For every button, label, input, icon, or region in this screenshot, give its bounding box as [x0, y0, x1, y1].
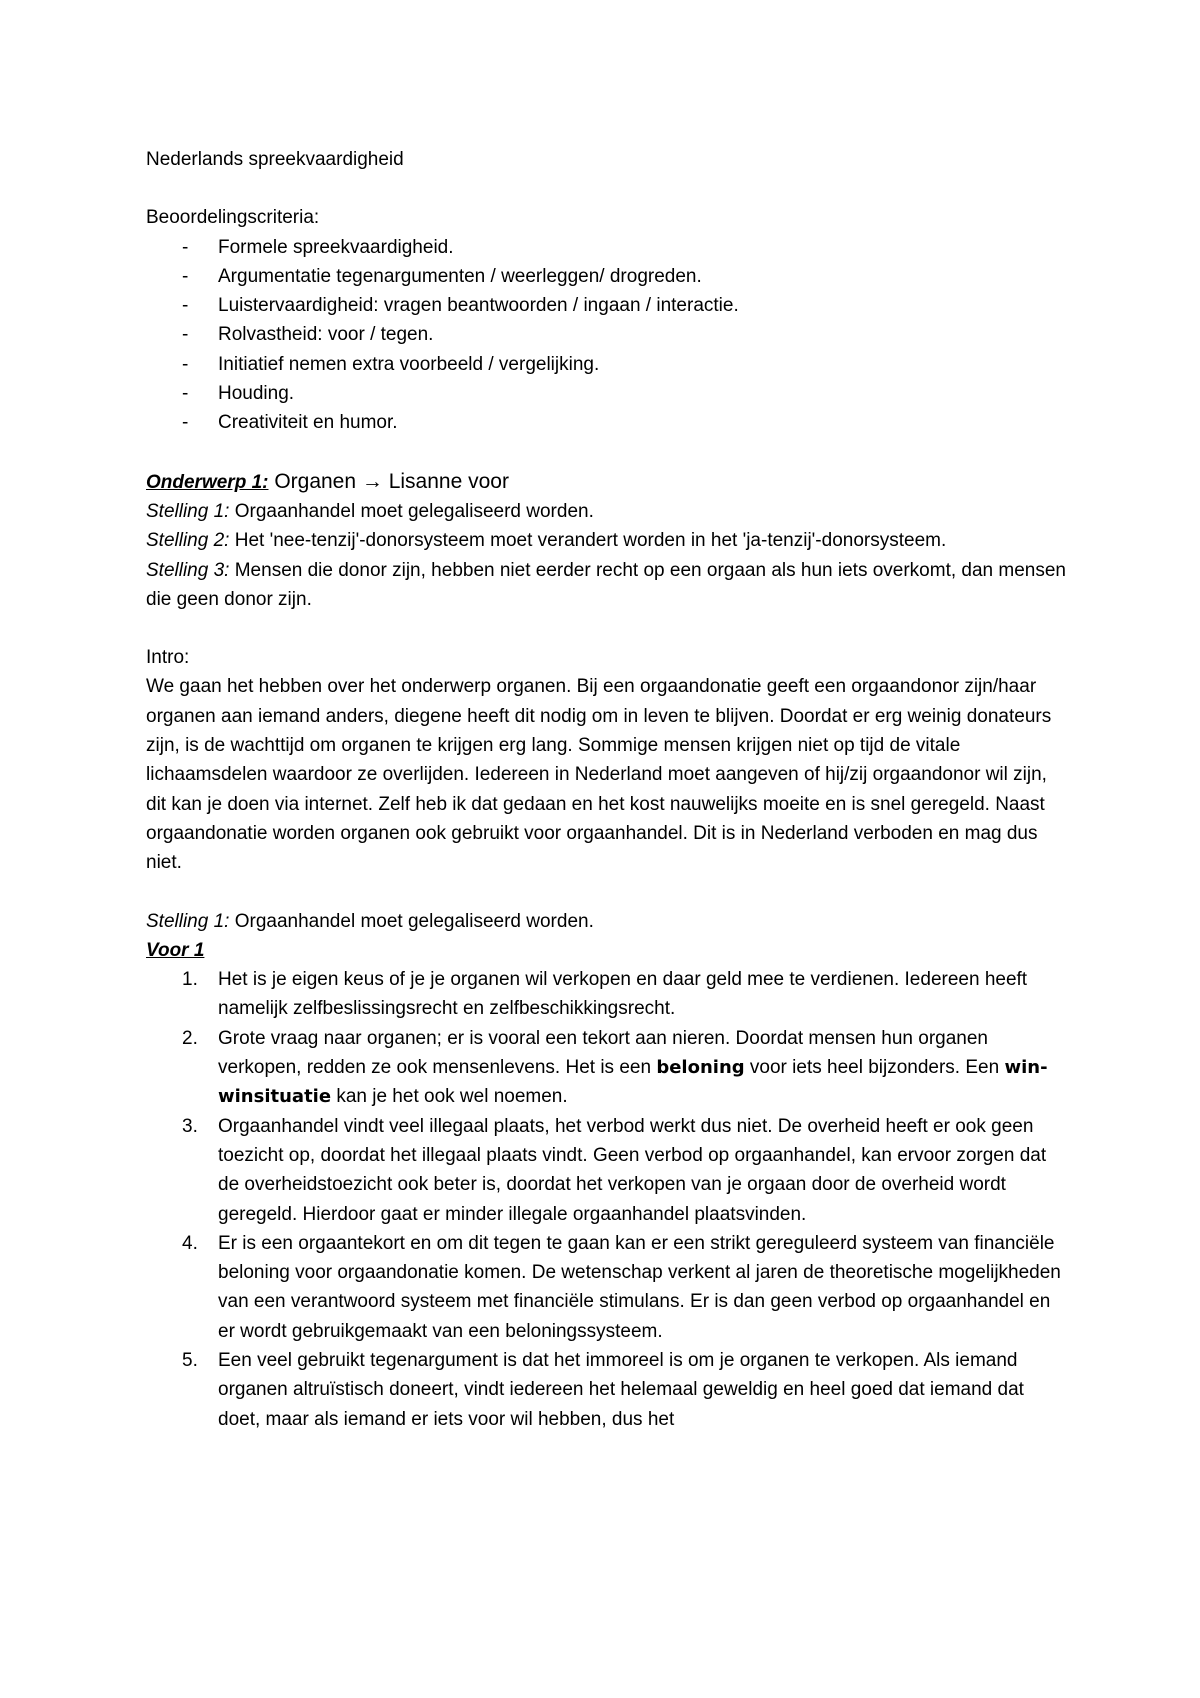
spacer [146, 614, 1066, 643]
argument-list [146, 965, 1066, 1434]
list-dash-marker: - [182, 383, 189, 405]
stelling-text: Het 'nee-tenzij'-donorsysteem moet verandert worden in het 'ja-tenzij'-donorsysteem. [229, 530, 947, 552]
topic-text: Organen → Lisanne voor [268, 469, 509, 493]
document-page [146, 145, 1066, 1434]
bold-term: beloning [656, 1057, 745, 1079]
argument-text: Er is een orgaantekort en om dit tegen te gaan kan er een strikt gereguleerd systeem van financiële beloning voor orgaandonatie komen. De wetenschap verkent al jaren de theoretische mogelijkheden van een verantwoord systeem met financiële stimulans. Er is dan geen verbod op orgaanhandel en er wordt gebruikgemaakt van een beloningssysteem. [218, 1232, 1061, 1342]
stelling-1 [146, 497, 1066, 526]
criteria-item: - Argumentatie tegenargumenten / weerleggen/ drogreden. [146, 262, 1066, 291]
argument-item [146, 1229, 1066, 1346]
list-dash-marker: - [182, 295, 189, 317]
argument-number: 3. [182, 1115, 198, 1137]
spacer [146, 438, 1066, 467]
stelling-label: Stelling 3: [146, 559, 230, 581]
criteria-item: - Houding. [146, 379, 1066, 408]
argument-text: Een veel gebruikt tegenargument is dat het immoreel is om je organen te verkopen. Als iemand organen altruïstisch doneert, vindt iedereen het helemaal geweldig en heel goed dat iemand dat doet, maar als iemand er iets voor wil hebben, dus het [218, 1349, 1024, 1430]
criteria-item: - Luistervaardigheid: vragen beantwoorden / ingaan / interactie. [146, 291, 1066, 320]
argument-number: 4. [182, 1232, 198, 1254]
stelling-repeat [146, 907, 1066, 936]
argument-number: 1. [182, 969, 198, 991]
criteria-item: - Formele spreekvaardigheid. [146, 233, 1066, 262]
list-dash-marker: - [182, 265, 189, 287]
argument-item [146, 965, 1066, 1024]
argument-number: 2. [182, 1027, 198, 1049]
argument-text: Orgaanhandel vindt veel illegaal plaats, het verbod werkt dus niet. De overheid heeft er ook geen toezicht op, doordat het illegaal plaats vindt. Geen verbod op orgaanhandel, kan ervoor zorgen dat de overheidstoezicht ook beter is, doordat het verkopen van je orgaan door de overheid wordt geregeld. Hierdoor gaat er minder illegale orgaanhandel plaatsvinden. [218, 1115, 1047, 1225]
argument-item [146, 1024, 1066, 1112]
list-dash-marker: - [182, 236, 189, 258]
list-dash-marker: - [182, 412, 189, 434]
list-dash-marker: - [182, 324, 189, 346]
criteria-item: - Rolvastheid: voor / tegen. [146, 320, 1066, 349]
voor-heading: Voor 1 [146, 939, 205, 961]
argument-text: Grote vraag naar organen; er is vooral een tekort aan nieren. Doordat mensen hun organen verkopen, redden ze ook mensenlevens. Het is een beloning voor iets heel bijzonders. Een win-winsituatie kan je het ook wel noemen. [218, 1027, 1048, 1108]
spacer [146, 878, 1066, 907]
document-title: Nederlands spreekvaardigheid [146, 149, 404, 170]
criteria-item: - Initiatief nemen extra voorbeeld / vergelijking. [146, 350, 1066, 379]
stelling-3 [146, 556, 1066, 615]
stelling-2 [146, 526, 1066, 555]
criteria-item: - Creativiteit en humor. [146, 408, 1066, 437]
stelling-text: Mensen die donor zijn, hebben niet eerder recht op een orgaan als hun iets overkomt, dan mensen die geen donor zijn. [146, 559, 1066, 610]
criteria-heading: Beoordelingscriteria: [146, 207, 320, 229]
list-dash-marker: - [182, 353, 189, 375]
criteria-list [146, 233, 1066, 438]
topic-heading [146, 467, 1066, 497]
argument-text: Het is je eigen keus of je je organen wil verkopen en daar geld mee te verdienen. Iedereen heeft namelijk zelfbeslissingsrecht en zelfbeschikkingsrecht. [218, 969, 1028, 1020]
stelling-label: Stelling 1: [146, 500, 230, 522]
stelling-text: Orgaanhandel moet gelegaliseerd worden. [229, 910, 594, 932]
argument-item [146, 1112, 1066, 1229]
stelling-label: Stelling 1: [146, 910, 230, 932]
intro-text: We gaan het hebben over het onderwerp organen. Bij een orgaandonatie geeft een orgaandonor zijn/haar organen aan iemand anders, diegene heeft dit nodig om in leven te blijven. Doordat er erg weinig donateurs zijn, is de wachttijd om organen te krijgen erg lang. Sommige mensen krijgen niet op tijd de vitale lichaamsdelen waardoor ze overlijden. Iedereen in Nederland moet aangeven of hij/zij orgaandonor wil zijn, dit kan je doen via internet. Zelf heb ik dat gedaan en het kost nauwelijks moeite en is snel geregeld. Naast orgaandonatie worden organen ook gebruikt voor orgaanhandel. Dit is in Nederland verboden en mag dus niet. [146, 676, 1052, 874]
intro-heading: Intro: [146, 647, 190, 669]
stelling-label: Stelling 2: [146, 530, 230, 552]
stelling-text: Orgaanhandel moet gelegaliseerd worden. [229, 500, 594, 522]
argument-number: 5. [182, 1349, 198, 1371]
argument-item [146, 1346, 1066, 1434]
topic-label: Onderwerp 1: [146, 471, 269, 493]
bold-term: win-winsituatie [218, 1057, 1048, 1108]
